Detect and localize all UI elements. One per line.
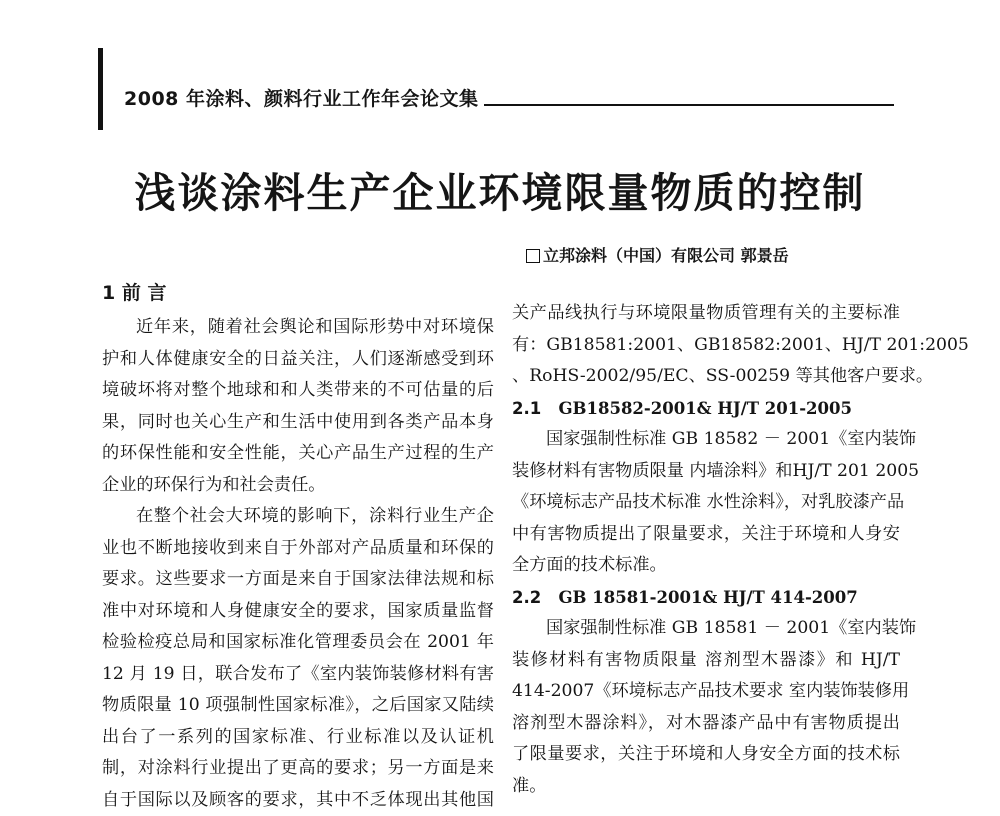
text-line: 装修材料有害物质限量 内墙涂料》和HJ/T 201 2005 (512, 456, 900, 488)
header-rule (484, 104, 894, 106)
text-line: 有：GB18581:2001、GB18582:2001、HJ/T 201:2005 (512, 330, 900, 362)
text-line: 自于国际以及顾客的要求，其中不乏体现出其他国 (102, 785, 494, 816)
right-column (512, 298, 900, 802)
author-line (526, 243, 789, 266)
text-line: 的环保性能和安全性能，关心产品生产过程的生产 (102, 438, 494, 470)
subsection-title: GB 18581-2001& HJ/T 414-2007 (558, 588, 857, 607)
text-line: 国家强制性标准 GB 18582 － 2001《室内装饰 (512, 424, 900, 456)
section-heading: 1 前 言 (102, 278, 166, 305)
subsection-heading (512, 393, 900, 425)
text-line: 准。 (512, 771, 900, 803)
text-line: 境破坏将对整个地球和和人类带来的不可估量的后 (102, 375, 494, 407)
text-line: 物质限量 10 项强制性国家标准》，之后国家又陆续 (102, 690, 494, 722)
left-column (102, 312, 494, 816)
text-line: 《环境标志产品技术标准 水性涂料》，对乳胶漆产品 (512, 487, 900, 519)
text-line: 护和人体健康安全的日益关注，人们逐渐感受到环 (102, 344, 494, 376)
text-line: 12 月 19 日，联合发布了《室内装饰装修材料有害 (102, 659, 494, 691)
text-line: 全方面的技术标准。 (512, 550, 900, 582)
subsection-title: GB18582-2001& HJ/T 201-2005 (558, 399, 852, 418)
text-line: 出台了一系列的国家标准、行业标准以及认证机 (102, 722, 494, 754)
text-line: 企业的环保行为和社会责任。 (102, 470, 494, 502)
text-line: 中有害物质提出了限量要求，关注于环境和人身安 (512, 519, 900, 551)
text-line: 、RoHS-2002/95/EC、SS-00259 等其他客户要求。 (512, 361, 900, 393)
text-line: 国家强制性标准 GB 18581 － 2001《室内装饰 (512, 613, 900, 645)
text-line: 414-2007《环境标志产品技术要求 室内装饰装修用 (512, 676, 900, 708)
text-line: 检验检疫总局和国家标准化管理委员会在 2001 年 (102, 627, 494, 659)
text-line: 在整个社会大环境的影响下，涂料行业生产企 (102, 501, 494, 533)
text-line: 了限量要求，关注于环境和人身安全方面的技术标 (512, 739, 900, 771)
article-title: 浅谈涂料生产企业环境限量物质的控制 (0, 160, 1000, 219)
running-title: 2008 年涂料、颜料行业工作年会论文集 (124, 84, 479, 111)
subsection-heading (512, 582, 900, 614)
text-line: 近年来，随着社会舆论和国际形势中对环境保 (102, 312, 494, 344)
text-line: 要求。这些要求一方面是来自于国家法律法规和标 (102, 564, 494, 596)
author-box-icon (526, 249, 540, 263)
text-line: 关产品线执行与环境限量物质管理有关的主要标准 (512, 298, 900, 330)
text-line: 制，对涂料行业提出了更高的要求；另一方面是来 (102, 753, 494, 785)
text-line: 装修材料有害物质限量 溶剂型木器漆》和 HJ/T (512, 645, 900, 677)
subsection-number: 2.2 (512, 588, 541, 607)
text-line: 业也不断地接收到来自于外部对产品质量和环保的 (102, 533, 494, 565)
author-text: 立邦涂料（中国）有限公司 郭景岳 (543, 246, 789, 265)
subsection-number: 2.1 (512, 399, 541, 418)
text-line: 溶剂型木器涂料》，对木器漆产品中有害物质提出 (512, 708, 900, 740)
header-accent-bar (98, 48, 103, 130)
text-line: 果，同时也关心生产和生活中使用到各类产品本身 (102, 407, 494, 439)
text-line: 准中对环境和人身健康安全的要求，国家质量监督 (102, 596, 494, 628)
